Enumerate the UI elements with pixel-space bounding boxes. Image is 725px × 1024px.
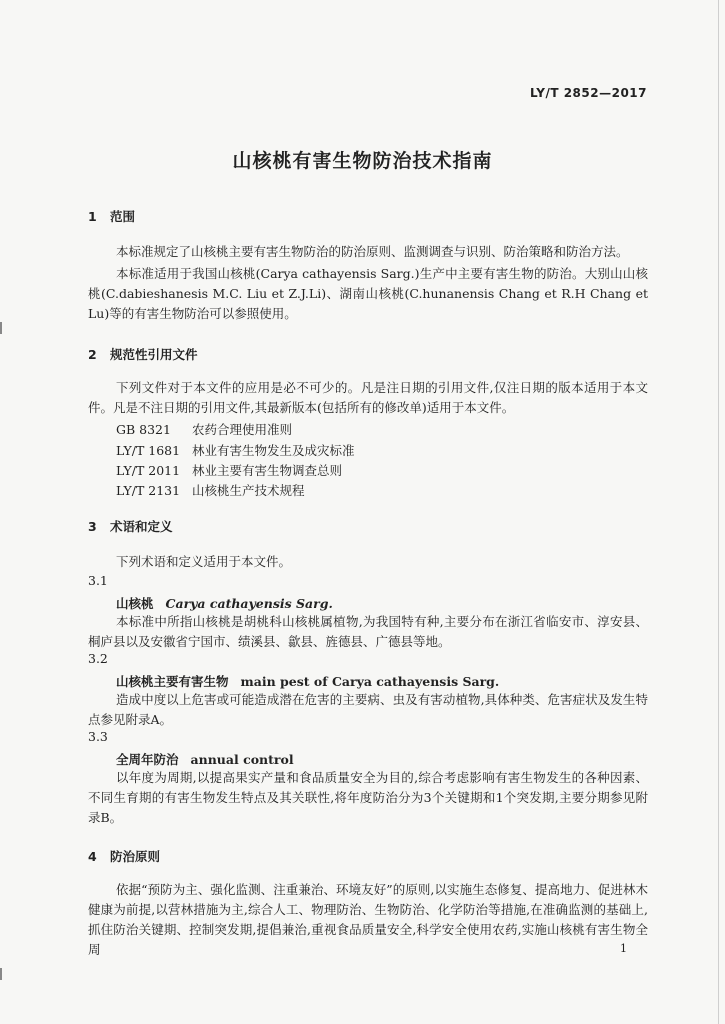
reference-code: LY/T 2011	[116, 463, 181, 478]
reference-item	[116, 441, 355, 459]
section-intro: 下列术语和定义适用于本文件。	[116, 554, 292, 569]
reference-item	[116, 481, 305, 499]
term-en: Carya cathayensis Sarg.	[165, 596, 333, 611]
term-en: main pest of Carya cathayensis Sarg.	[240, 674, 500, 689]
section-title: 术语和定义	[110, 519, 173, 534]
reference-code: LY/T 1681	[116, 443, 181, 458]
section-number: 3	[88, 519, 97, 534]
reference-name: 农药合理使用准则	[192, 422, 293, 437]
section-number: 4	[88, 849, 97, 864]
term-definition: 以年度为周期,以提高果实产量和食品质量安全为目的,综合考虑影响有害生物发生的各种因素、不同生育期的有害生物发生特点及其关联性,将年度防治分为3个关键期和1个突发期,主要分期参见附录B。	[88, 770, 648, 825]
reference-code: GB 8321	[116, 422, 171, 437]
term-heading	[116, 594, 333, 612]
section-heading	[88, 345, 198, 363]
paragraph: 本标准规定了山核桃主要有害生物防治的防治原则、监测调查与识别、防治策略和防治方法。	[116, 244, 629, 259]
scan-margin-mark	[0, 968, 2, 980]
reference-name: 山核桃生产技术规程	[192, 483, 305, 498]
reference-item	[116, 461, 342, 479]
term-definition: 造成中度以上危害或可能造成潜在危害的主要病、虫及有害动植物,具体种类、危害症状及发生特点参见附录A。	[88, 692, 648, 727]
page-number: 1	[620, 942, 627, 955]
section-title: 范围	[110, 209, 136, 224]
term-definition: 本标准中所指山核桃是胡桃科山核桃属植物,为我国特有种,主要分布在浙江省临安市、淳安县、桐庐县以及安徽省宁国市、绩溪县、歙县、旌德县、广德县等地。	[88, 614, 648, 649]
reference-item	[116, 420, 292, 438]
section-heading	[88, 517, 173, 535]
standard-code: LY/T 2852—2017	[529, 86, 647, 100]
section-title: 防治原则	[110, 849, 161, 864]
term-number: 3.3	[88, 729, 108, 744]
section-number: 2	[88, 347, 97, 362]
section-heading	[88, 847, 160, 865]
scan-margin-mark	[0, 322, 2, 334]
term-zh: 山核桃主要有害生物	[116, 674, 229, 689]
section-title: 规范性引用文件	[110, 347, 198, 362]
term-number: 3.1	[88, 573, 108, 588]
paragraph: 本标准适用于我国山核桃(Carya cathayensis Sarg.)生产中主要有害生物的防治。大别山山核桃(C.dabieshanesis M.C. Liu et Z.J.Li)、湖南山核桃(C.hunanensis Chang et R.H Chang et Lu)等的有害生物防治可以参照使用。	[88, 266, 648, 321]
term-heading	[116, 750, 294, 768]
reference-code: LY/T 2131	[116, 483, 181, 498]
term-zh: 山核桃	[116, 596, 154, 611]
document-title: 山核桃有害生物防治技术指南	[232, 150, 493, 172]
paragraph: 下列文件对于本文件的应用是必不可少的。凡是注日期的引用文件,仅注日期的版本适用于本文件。凡是不注日期的引用文件,其最新版本(包括所有的修改单)适用于本文件。	[88, 380, 648, 415]
term-zh: 全周年防治	[116, 752, 179, 767]
term-en: annual control	[190, 752, 294, 767]
reference-name: 林业主要有害生物调查总则	[192, 463, 343, 478]
term-heading	[116, 672, 499, 690]
paragraph: 依据“预防为主、强化监测、注重兼治、环境友好”的原则,以实施生态修复、提高地力、促进林木健康为前提,以营林措施为主,综合人工、物理防治、生物防治、化学防治等措施,在准确监测的基础上,抓住防治关键期、控制突发期,提倡兼治,重视食品质量安全,科学安全使用农药,实施山核桃有害生物全周	[88, 882, 648, 957]
reference-name: 林业有害生物发生及成灾标准	[192, 443, 355, 458]
term-number: 3.2	[88, 651, 108, 666]
section-heading	[88, 207, 135, 225]
section-number: 1	[88, 209, 97, 224]
